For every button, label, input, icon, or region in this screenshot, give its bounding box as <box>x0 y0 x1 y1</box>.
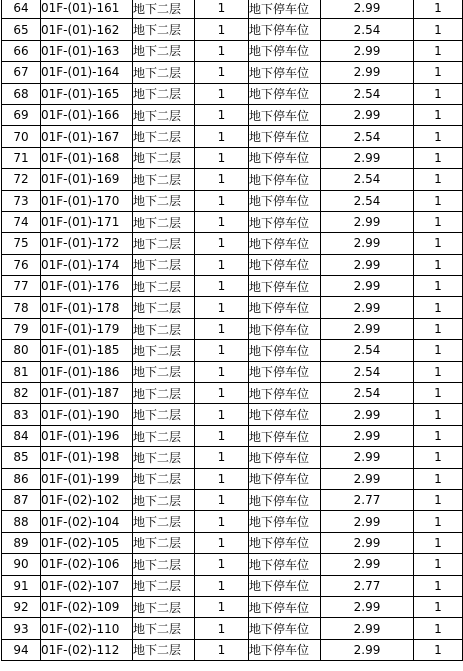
quantity-cell: 1 <box>195 554 249 575</box>
row-number-cell: 84 <box>2 425 41 446</box>
quantity-cell: 1 <box>195 233 249 254</box>
floor-cell: 地下二层 <box>133 639 195 660</box>
area-cell: 2.99 <box>321 425 414 446</box>
count-cell: 1 <box>414 596 463 617</box>
quantity-cell: 1 <box>195 104 249 125</box>
count-cell: 1 <box>414 511 463 532</box>
space-code-cell: 01F-(01)-164 <box>41 62 133 83</box>
area-cell: 2.99 <box>321 40 414 61</box>
row-number-cell: 88 <box>2 511 41 532</box>
count-cell: 1 <box>414 532 463 553</box>
row-number-cell: 71 <box>2 147 41 168</box>
table-row <box>2 425 463 446</box>
area-cell: 2.99 <box>321 211 414 232</box>
space-code-cell: 01F-(01)-170 <box>41 190 133 211</box>
row-number-cell: 75 <box>2 233 41 254</box>
count-cell: 1 <box>414 639 463 660</box>
quantity-cell: 1 <box>195 318 249 339</box>
floor-cell: 地下二层 <box>133 618 195 639</box>
count-cell: 1 <box>414 190 463 211</box>
quantity-cell: 1 <box>195 19 249 40</box>
quantity-cell: 1 <box>195 340 249 361</box>
area-cell: 2.54 <box>321 83 414 104</box>
floor-cell: 地下二层 <box>133 596 195 617</box>
usage-cell: 地下停车位 <box>249 40 321 61</box>
table-row <box>2 318 463 339</box>
row-number-cell: 81 <box>2 361 41 382</box>
usage-cell: 地下停车位 <box>249 147 321 168</box>
usage-cell: 地下停车位 <box>249 361 321 382</box>
table-row <box>2 147 463 168</box>
quantity-cell: 1 <box>195 211 249 232</box>
area-cell: 2.99 <box>321 276 414 297</box>
count-cell: 1 <box>414 468 463 489</box>
row-number-cell: 83 <box>2 404 41 425</box>
usage-cell: 地下停车位 <box>249 404 321 425</box>
space-code-cell: 01F-(01)-185 <box>41 340 133 361</box>
row-number-cell: 67 <box>2 62 41 83</box>
quantity-cell: 1 <box>195 639 249 660</box>
count-cell: 1 <box>414 489 463 510</box>
row-number-cell: 76 <box>2 254 41 275</box>
row-number-cell: 89 <box>2 532 41 553</box>
count-cell: 1 <box>414 383 463 404</box>
quantity-cell: 1 <box>195 254 249 275</box>
area-cell: 2.99 <box>321 254 414 275</box>
floor-cell: 地下二层 <box>133 169 195 190</box>
usage-cell: 地下停车位 <box>249 62 321 83</box>
count-cell: 1 <box>414 126 463 147</box>
floor-cell: 地下二层 <box>133 19 195 40</box>
count-cell: 1 <box>414 618 463 639</box>
quantity-cell: 1 <box>195 0 249 19</box>
table-row <box>2 468 463 489</box>
table-row <box>2 233 463 254</box>
table-row <box>2 489 463 510</box>
count-cell: 1 <box>414 0 463 19</box>
space-code-cell: 01F-(01)-163 <box>41 40 133 61</box>
table-row <box>2 83 463 104</box>
row-number-cell: 92 <box>2 596 41 617</box>
usage-cell: 地下停车位 <box>249 489 321 510</box>
area-cell: 2.54 <box>321 340 414 361</box>
row-number-cell: 82 <box>2 383 41 404</box>
space-code-cell: 01F-(01)-161 <box>41 0 133 19</box>
usage-cell: 地下停车位 <box>249 19 321 40</box>
count-cell: 1 <box>414 19 463 40</box>
area-cell: 2.99 <box>321 468 414 489</box>
count-cell: 1 <box>414 254 463 275</box>
floor-cell: 地下二层 <box>133 447 195 468</box>
floor-cell: 地下二层 <box>133 404 195 425</box>
floor-cell: 地下二层 <box>133 532 195 553</box>
area-cell: 2.99 <box>321 318 414 339</box>
floor-cell: 地下二层 <box>133 211 195 232</box>
quantity-cell: 1 <box>195 383 249 404</box>
area-cell: 2.99 <box>321 596 414 617</box>
row-number-cell: 80 <box>2 340 41 361</box>
row-number-cell: 68 <box>2 83 41 104</box>
row-number-cell: 90 <box>2 554 41 575</box>
floor-cell: 地下二层 <box>133 340 195 361</box>
row-number-cell: 79 <box>2 318 41 339</box>
table-row <box>2 511 463 532</box>
area-cell: 2.99 <box>321 532 414 553</box>
count-cell: 1 <box>414 40 463 61</box>
quantity-cell: 1 <box>195 425 249 446</box>
count-cell: 1 <box>414 425 463 446</box>
floor-cell: 地下二层 <box>133 254 195 275</box>
area-cell: 2.77 <box>321 575 414 596</box>
floor-cell: 地下二层 <box>133 489 195 510</box>
table-body <box>2 0 463 661</box>
floor-cell: 地下二层 <box>133 575 195 596</box>
space-code-cell: 01F-(01)-179 <box>41 318 133 339</box>
row-number-cell: 77 <box>2 276 41 297</box>
row-number-cell: 69 <box>2 104 41 125</box>
area-cell: 2.99 <box>321 554 414 575</box>
table-row <box>2 639 463 660</box>
area-cell: 2.54 <box>321 190 414 211</box>
usage-cell: 地下停车位 <box>249 254 321 275</box>
table-row <box>2 340 463 361</box>
space-code-cell: 01F-(01)-176 <box>41 276 133 297</box>
table-row <box>2 532 463 553</box>
table-row <box>2 404 463 425</box>
quantity-cell: 1 <box>195 126 249 147</box>
table-row <box>2 276 463 297</box>
table-row <box>2 40 463 61</box>
usage-cell: 地下停车位 <box>249 104 321 125</box>
table-row <box>2 618 463 639</box>
usage-cell: 地下停车位 <box>249 575 321 596</box>
quantity-cell: 1 <box>195 532 249 553</box>
area-cell: 2.99 <box>321 404 414 425</box>
area-cell: 2.99 <box>321 447 414 468</box>
floor-cell: 地下二层 <box>133 104 195 125</box>
usage-cell: 地下停车位 <box>249 639 321 660</box>
usage-cell: 地下停车位 <box>249 425 321 446</box>
floor-cell: 地下二层 <box>133 40 195 61</box>
space-code-cell: 01F-(01)-196 <box>41 425 133 446</box>
area-cell: 2.99 <box>321 297 414 318</box>
space-code-cell: 01F-(01)-187 <box>41 383 133 404</box>
row-number-cell: 74 <box>2 211 41 232</box>
table-row <box>2 169 463 190</box>
count-cell: 1 <box>414 104 463 125</box>
quantity-cell: 1 <box>195 147 249 168</box>
count-cell: 1 <box>414 233 463 254</box>
row-number-cell: 87 <box>2 489 41 510</box>
space-code-cell: 01F-(01)-172 <box>41 233 133 254</box>
area-cell: 2.54 <box>321 126 414 147</box>
usage-cell: 地下停车位 <box>249 447 321 468</box>
table-row <box>2 62 463 83</box>
table-row <box>2 254 463 275</box>
count-cell: 1 <box>414 297 463 318</box>
floor-cell: 地下二层 <box>133 233 195 254</box>
space-code-cell: 01F-(01)-190 <box>41 404 133 425</box>
usage-cell: 地下停车位 <box>249 126 321 147</box>
usage-cell: 地下停车位 <box>249 554 321 575</box>
usage-cell: 地下停车位 <box>249 618 321 639</box>
quantity-cell: 1 <box>195 169 249 190</box>
row-number-cell: 66 <box>2 40 41 61</box>
space-code-cell: 01F-(01)-167 <box>41 126 133 147</box>
floor-cell: 地下二层 <box>133 147 195 168</box>
parking-space-table <box>1 0 463 661</box>
count-cell: 1 <box>414 554 463 575</box>
area-cell: 2.99 <box>321 62 414 83</box>
quantity-cell: 1 <box>195 618 249 639</box>
floor-cell: 地下二层 <box>133 468 195 489</box>
row-number-cell: 73 <box>2 190 41 211</box>
area-cell: 2.99 <box>321 639 414 660</box>
row-number-cell: 93 <box>2 618 41 639</box>
table-row <box>2 190 463 211</box>
quantity-cell: 1 <box>195 404 249 425</box>
usage-cell: 地下停车位 <box>249 596 321 617</box>
table-row <box>2 0 463 19</box>
space-code-cell: 01F-(01)-165 <box>41 83 133 104</box>
count-cell: 1 <box>414 147 463 168</box>
area-cell: 2.54 <box>321 361 414 382</box>
quantity-cell: 1 <box>195 297 249 318</box>
quantity-cell: 1 <box>195 276 249 297</box>
quantity-cell: 1 <box>195 40 249 61</box>
row-number-cell: 85 <box>2 447 41 468</box>
quantity-cell: 1 <box>195 596 249 617</box>
floor-cell: 地下二层 <box>133 276 195 297</box>
count-cell: 1 <box>414 211 463 232</box>
floor-cell: 地下二层 <box>133 554 195 575</box>
usage-cell: 地下停车位 <box>249 297 321 318</box>
floor-cell: 地下二层 <box>133 318 195 339</box>
space-code-cell: 01F-(01)-171 <box>41 211 133 232</box>
quantity-cell: 1 <box>195 575 249 596</box>
space-code-cell: 01F-(01)-198 <box>41 447 133 468</box>
floor-cell: 地下二层 <box>133 511 195 532</box>
table-row <box>2 297 463 318</box>
space-code-cell: 01F-(01)-166 <box>41 104 133 125</box>
usage-cell: 地下停车位 <box>249 169 321 190</box>
usage-cell: 地下停车位 <box>249 190 321 211</box>
space-code-cell: 01F-(02)-104 <box>41 511 133 532</box>
floor-cell: 地下二层 <box>133 126 195 147</box>
count-cell: 1 <box>414 169 463 190</box>
area-cell: 2.99 <box>321 0 414 19</box>
row-number-cell: 94 <box>2 639 41 660</box>
usage-cell: 地下停车位 <box>249 0 321 19</box>
usage-cell: 地下停车位 <box>249 211 321 232</box>
area-cell: 2.54 <box>321 383 414 404</box>
area-cell: 2.99 <box>321 511 414 532</box>
space-code-cell: 01F-(02)-109 <box>41 596 133 617</box>
quantity-cell: 1 <box>195 447 249 468</box>
row-number-cell: 70 <box>2 126 41 147</box>
floor-cell: 地下二层 <box>133 297 195 318</box>
floor-cell: 地下二层 <box>133 62 195 83</box>
table-row <box>2 126 463 147</box>
space-code-cell: 01F-(01)-186 <box>41 361 133 382</box>
usage-cell: 地下停车位 <box>249 83 321 104</box>
table-row <box>2 383 463 404</box>
space-code-cell: 01F-(02)-105 <box>41 532 133 553</box>
usage-cell: 地下停车位 <box>249 468 321 489</box>
usage-cell: 地下停车位 <box>249 318 321 339</box>
floor-cell: 地下二层 <box>133 383 195 404</box>
table-row <box>2 104 463 125</box>
space-code-cell: 01F-(02)-106 <box>41 554 133 575</box>
row-number-cell: 65 <box>2 19 41 40</box>
space-code-cell: 01F-(01)-169 <box>41 169 133 190</box>
quantity-cell: 1 <box>195 489 249 510</box>
count-cell: 1 <box>414 276 463 297</box>
count-cell: 1 <box>414 318 463 339</box>
space-code-cell: 01F-(02)-110 <box>41 618 133 639</box>
area-cell: 2.77 <box>321 489 414 510</box>
floor-cell: 地下二层 <box>133 425 195 446</box>
count-cell: 1 <box>414 361 463 382</box>
area-cell: 2.54 <box>321 169 414 190</box>
space-code-cell: 01F-(02)-112 <box>41 639 133 660</box>
floor-cell: 地下二层 <box>133 361 195 382</box>
row-number-cell: 86 <box>2 468 41 489</box>
count-cell: 1 <box>414 83 463 104</box>
count-cell: 1 <box>414 575 463 596</box>
count-cell: 1 <box>414 404 463 425</box>
area-cell: 2.54 <box>321 19 414 40</box>
row-number-cell: 78 <box>2 297 41 318</box>
quantity-cell: 1 <box>195 511 249 532</box>
row-number-cell: 91 <box>2 575 41 596</box>
usage-cell: 地下停车位 <box>249 340 321 361</box>
table-row <box>2 447 463 468</box>
floor-cell: 地下二层 <box>133 0 195 19</box>
quantity-cell: 1 <box>195 468 249 489</box>
quantity-cell: 1 <box>195 83 249 104</box>
floor-cell: 地下二层 <box>133 83 195 104</box>
table-row <box>2 19 463 40</box>
quantity-cell: 1 <box>195 361 249 382</box>
count-cell: 1 <box>414 447 463 468</box>
count-cell: 1 <box>414 340 463 361</box>
table-row <box>2 596 463 617</box>
usage-cell: 地下停车位 <box>249 383 321 404</box>
usage-cell: 地下停车位 <box>249 511 321 532</box>
quantity-cell: 1 <box>195 62 249 83</box>
quantity-cell: 1 <box>195 190 249 211</box>
area-cell: 2.99 <box>321 104 414 125</box>
table-row <box>2 575 463 596</box>
space-code-cell: 01F-(01)-168 <box>41 147 133 168</box>
row-number-cell: 72 <box>2 169 41 190</box>
table-row <box>2 554 463 575</box>
space-code-cell: 01F-(01)-174 <box>41 254 133 275</box>
usage-cell: 地下停车位 <box>249 532 321 553</box>
space-code-cell: 01F-(01)-199 <box>41 468 133 489</box>
table-row <box>2 361 463 382</box>
area-cell: 2.99 <box>321 233 414 254</box>
area-cell: 2.99 <box>321 618 414 639</box>
area-cell: 2.99 <box>321 147 414 168</box>
floor-cell: 地下二层 <box>133 190 195 211</box>
space-code-cell: 01F-(02)-107 <box>41 575 133 596</box>
usage-cell: 地下停车位 <box>249 276 321 297</box>
table-row <box>2 211 463 232</box>
space-code-cell: 01F-(02)-102 <box>41 489 133 510</box>
space-code-cell: 01F-(01)-178 <box>41 297 133 318</box>
space-code-cell: 01F-(01)-162 <box>41 19 133 40</box>
usage-cell: 地下停车位 <box>249 233 321 254</box>
row-number-cell: 64 <box>2 0 41 19</box>
count-cell: 1 <box>414 62 463 83</box>
